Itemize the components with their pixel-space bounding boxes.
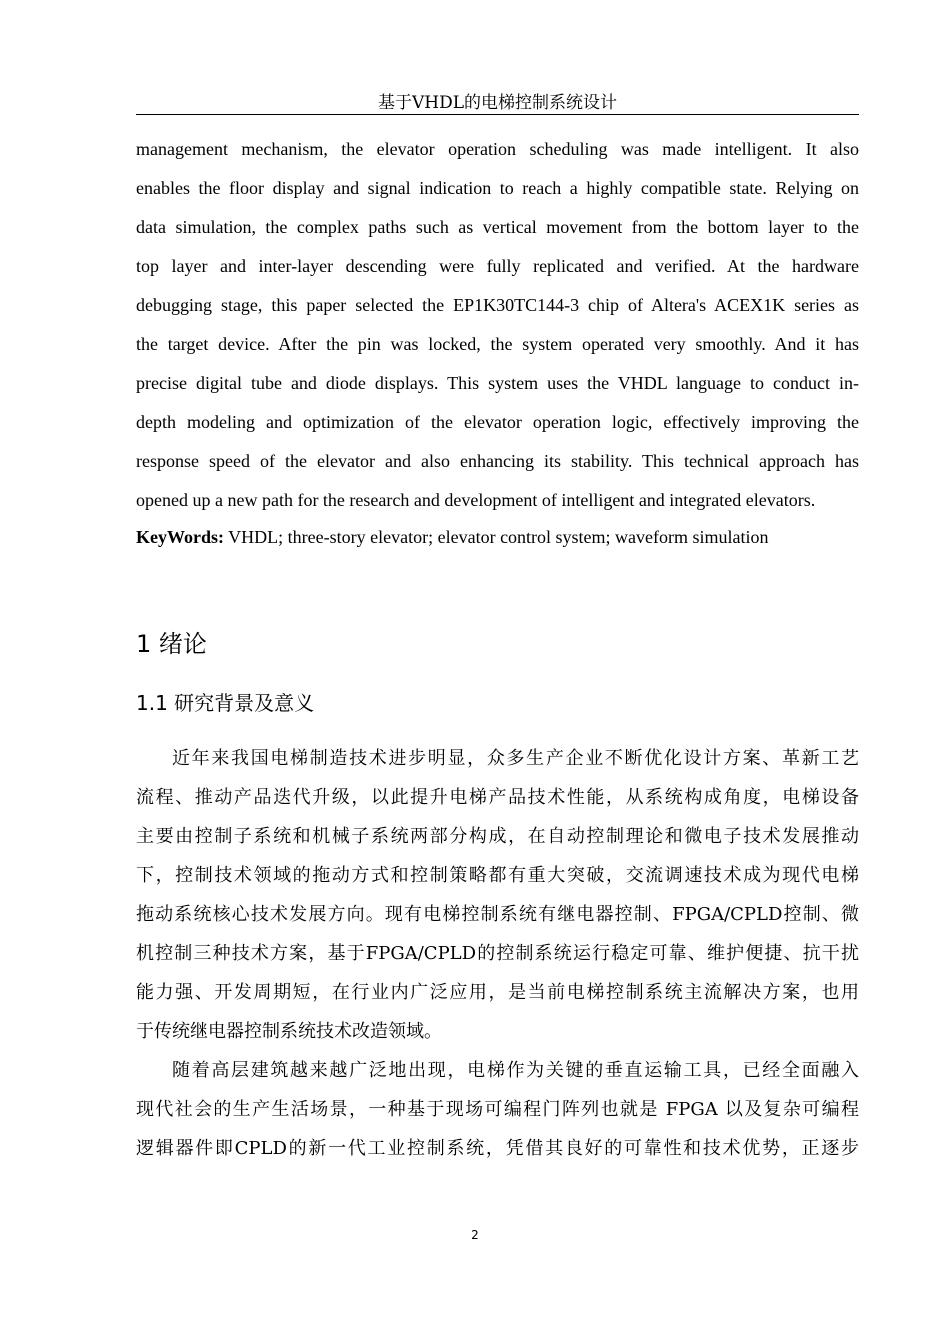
paragraph-line: 主要由控制子系统和机械子系统两部分构成，在自动控制理论和微电子技术发展推动 — [136, 826, 859, 847]
abstract-line: data simulation, the complex paths such as vertical movement from the bottom layer to the — [136, 217, 859, 237]
abstract-line: enables the floor display and signal indication to reach a highly compatible state. Relying on — [136, 178, 859, 198]
paragraph-line: 机控制三种技术方案，基于FPGA/CPLD的控制系统运行稳定可靠、维护便捷、抗干扰 — [136, 943, 859, 964]
paragraph-line: 下，控制技术领域的拖动方式和控制策略都有重大突破，交流调速技术成为现代电梯 — [136, 865, 859, 886]
header-rule — [136, 114, 859, 115]
keywords-text: VHDL; three-story elevator; elevator control system; waveform simulation — [224, 527, 769, 547]
page-content — [136, 130, 859, 1168]
paragraph-line: 近年来我国电梯制造技术进步明显，众多生产企业不断优化设计方案、革新工艺 — [172, 748, 859, 769]
abstract-line: top layer and inter-layer descending were fully replicated and verified. At the hardware — [136, 256, 859, 276]
paragraph-1 — [136, 739, 859, 1051]
running-header: 基于VHDL的电梯控制系统设计 — [377, 93, 618, 113]
abstract-line: response speed of the elevator and also enhancing its stability. This technical approach has — [136, 451, 859, 471]
subsection-heading: 1.1 研究背景及意义 — [136, 691, 315, 715]
paragraph-line: 能力强、开发周期短，在行业内广泛应用，是当前电梯控制系统主流解决方案，也用 — [136, 982, 859, 1003]
page-number: 2 — [471, 1228, 479, 1242]
paragraph-line: 拖动系统核心技术发展方向。现有电梯控制系统有继电器控制、FPGA/CPLD控制、微 — [136, 904, 859, 925]
abstract-line: precise digital tube and diode displays. This system uses the VHDL language to conduct in- — [136, 373, 859, 393]
abstract-line: management mechanism, the elevator operation scheduling was made intelligent. It also — [136, 139, 859, 159]
keywords-label: KeyWords: — [136, 527, 224, 547]
abstract-line: the target device. After the pin was locked, the system operated very smoothly. And it has — [136, 334, 859, 354]
keywords — [136, 523, 859, 551]
paragraph-2 — [136, 1051, 859, 1168]
paragraph-line: 逻辑器件即CPLD的新一代工业控制系统，凭借其良好的可靠性和技术优势，正逐步 — [136, 1138, 859, 1159]
paragraph-line: 随着高层建筑越来越广泛地出现，电梯作为关键的垂直运输工具，已经全面融入 — [172, 1060, 859, 1081]
abstract-line: depth modeling and optimization of the elevator operation logic, effectively improving the — [136, 412, 859, 432]
section-heading: 1 绪论 — [136, 630, 207, 658]
paragraph-line: 于传统继电器控制系统技术改造领域。 — [136, 1021, 442, 1042]
abstract-body — [136, 130, 859, 520]
paragraph-line: 现代社会的生产生活场景，一种基于现场可编程门阵列也就是 FPGA 以及复杂可编程 — [136, 1099, 859, 1120]
abstract-line: opened up a new path for the research and development of intelligent and integrated elevators. — [136, 490, 816, 510]
paragraph-line: 流程、推动产品迭代升级，以此提升电梯产品技术性能，从系统构成角度，电梯设备 — [136, 787, 859, 808]
abstract-line: debugging stage, this paper selected the EP1K30TC144-3 chip of Altera's ACEX1K series as — [136, 295, 859, 315]
